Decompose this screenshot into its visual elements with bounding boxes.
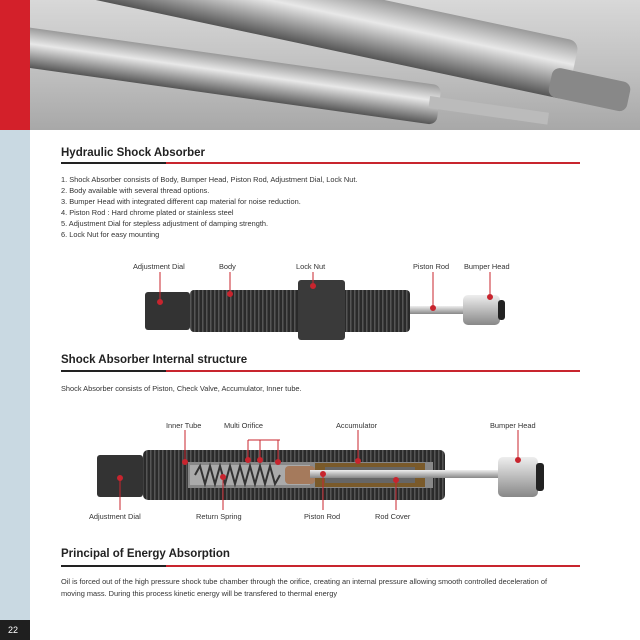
list-item: 4. Piston Rod : Hard chrome plated or stainless steel	[61, 208, 234, 217]
list-item: 1. Shock Absorber consists of Body, Bumper Head, Piston Rod, Adjustment Dial, Lock Nut.	[61, 175, 358, 184]
label-rod-cover: Rod Cover	[375, 512, 411, 521]
list-item: 2. Body available with several thread options.	[61, 186, 210, 195]
section-divider	[61, 162, 580, 164]
section-title-hydraulic: Hydraulic Shock Absorber	[61, 147, 206, 159]
list-item: 6. Lock Nut for easy mounting	[61, 230, 160, 239]
label-adjustment-dial: Adjustment Dial	[89, 512, 141, 521]
label-adjustment-dial: Adjustment Dial	[133, 262, 185, 271]
internal-structure-diagram	[90, 430, 550, 510]
internal-description: Shock Absorber consists of Piston, Check Valve, Accumulator, Inner tube.	[61, 384, 302, 393]
label-return-spring: Return Spring	[196, 512, 242, 521]
hero-photo	[30, 0, 640, 130]
shock-absorber-diagram	[130, 272, 520, 342]
section-title-energy: Principal of Energy Absorption	[61, 548, 230, 560]
label-piston-rod: Piston Rod	[413, 262, 450, 271]
label-bumper-head: Bumper Head	[464, 262, 510, 271]
page-number: 22	[0, 620, 30, 640]
section-divider	[61, 565, 580, 567]
label-bumper-head: Bumper Head	[490, 421, 536, 430]
section-divider	[61, 370, 580, 372]
label-accumulator: Accumulator	[336, 421, 378, 430]
list-item: 5. Adjustment Dial for stepless adjustment of damping strength.	[61, 219, 269, 228]
list-item: 3. Bumper Head with integrated different cap material for noise reduction.	[61, 197, 301, 206]
label-body: Body	[219, 262, 236, 271]
label-multi-orifice: Multi Orifice	[224, 421, 264, 430]
blue-side-strip	[0, 130, 30, 620]
label-inner-tube: Inner Tube	[166, 421, 202, 430]
energy-description: Oil is forced out of the high pressure shock tube chamber through the orifice, creating an internal pressure allowing smooth controlled deceleration of moving mass. During this process kinetic energy will be transfered to thermal energy	[61, 577, 547, 598]
red-side-strip	[0, 0, 30, 130]
section-title-internal: Shock Absorber Internal structure	[61, 354, 248, 366]
label-lock-nut: Lock Nut	[296, 262, 326, 271]
label-piston-rod: Piston Rod	[304, 512, 341, 521]
feature-list	[61, 174, 581, 240]
